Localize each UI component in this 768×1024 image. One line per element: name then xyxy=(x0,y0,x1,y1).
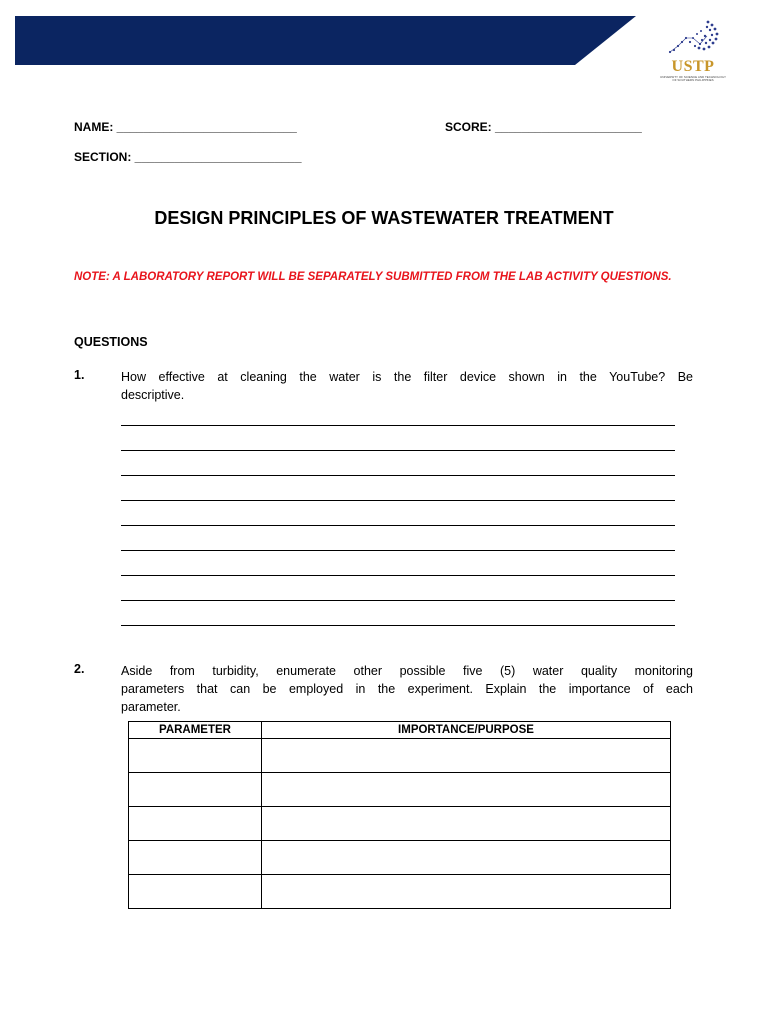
table-row xyxy=(129,875,671,909)
answer-line[interactable] xyxy=(121,625,675,626)
importance-column-header: IMPORTANCE/PURPOSE xyxy=(262,722,671,739)
answer-line[interactable] xyxy=(121,550,675,551)
answer-line[interactable] xyxy=(121,525,675,526)
answer-line[interactable] xyxy=(121,575,675,576)
answer-line[interactable] xyxy=(121,475,675,476)
section-field[interactable]: SECTION: _________________________ xyxy=(74,150,302,164)
logo-subtext: UNIVERSITY OF SCIENCE AND TECHNOLOGY OF SOUTHERN PHILIPPINES xyxy=(660,75,726,82)
parameter-column-header: PARAMETER xyxy=(129,722,262,739)
document-title: DESIGN PRINCIPLES OF WASTEWATER TREATMENT xyxy=(154,208,614,228)
answer-line[interactable] xyxy=(121,425,675,426)
note-text: NOTE: A LABORATORY REPORT WILL BE SEPARATELY SUBMITTED FROM THE LAB ACTIVITY QUESTIONS. xyxy=(74,271,672,283)
question-2-number: 2. xyxy=(74,662,85,676)
question-2-text xyxy=(121,662,693,716)
questions-heading: QUESTIONS xyxy=(74,335,148,349)
answer-line[interactable] xyxy=(121,450,675,451)
question-2-line: Aside from turbidity, enumerate other possible five (5) water quality monitoring xyxy=(121,664,693,678)
table-row xyxy=(129,739,671,773)
question-1-text xyxy=(121,368,693,404)
table-header-row xyxy=(129,722,671,739)
parameter-cell[interactable] xyxy=(129,773,262,807)
importance-cell[interactable] xyxy=(262,739,671,773)
importance-cell[interactable] xyxy=(262,841,671,875)
question-1-line: descriptive. xyxy=(121,388,185,402)
parameter-cell[interactable] xyxy=(129,807,262,841)
answer-line[interactable] xyxy=(121,600,675,601)
question-1-line: How effective at cleaning the water is the filter device shown in the YouTube? Be xyxy=(121,370,693,384)
parameter-cell[interactable] xyxy=(129,739,262,773)
importance-cell[interactable] xyxy=(262,875,671,909)
parameter-cell[interactable] xyxy=(129,875,262,909)
answer-line[interactable] xyxy=(121,500,675,501)
table-row xyxy=(129,807,671,841)
parameter-table xyxy=(128,721,671,909)
question-1-number: 1. xyxy=(74,368,85,382)
question-2-line: parameters that can be employed in the experiment. Explain the importance of each xyxy=(121,682,693,696)
parameter-cell[interactable] xyxy=(129,841,262,875)
score-field[interactable]: SCORE: ______________________ xyxy=(445,120,642,134)
table-row xyxy=(129,841,671,875)
header-banner xyxy=(15,16,636,65)
logo-text: USTP xyxy=(671,58,715,75)
importance-cell[interactable] xyxy=(262,773,671,807)
name-field[interactable]: NAME: ___________________________ xyxy=(74,120,297,134)
table-row xyxy=(129,773,671,807)
question-2-line: parameter. xyxy=(121,700,181,714)
importance-cell[interactable] xyxy=(262,807,671,841)
